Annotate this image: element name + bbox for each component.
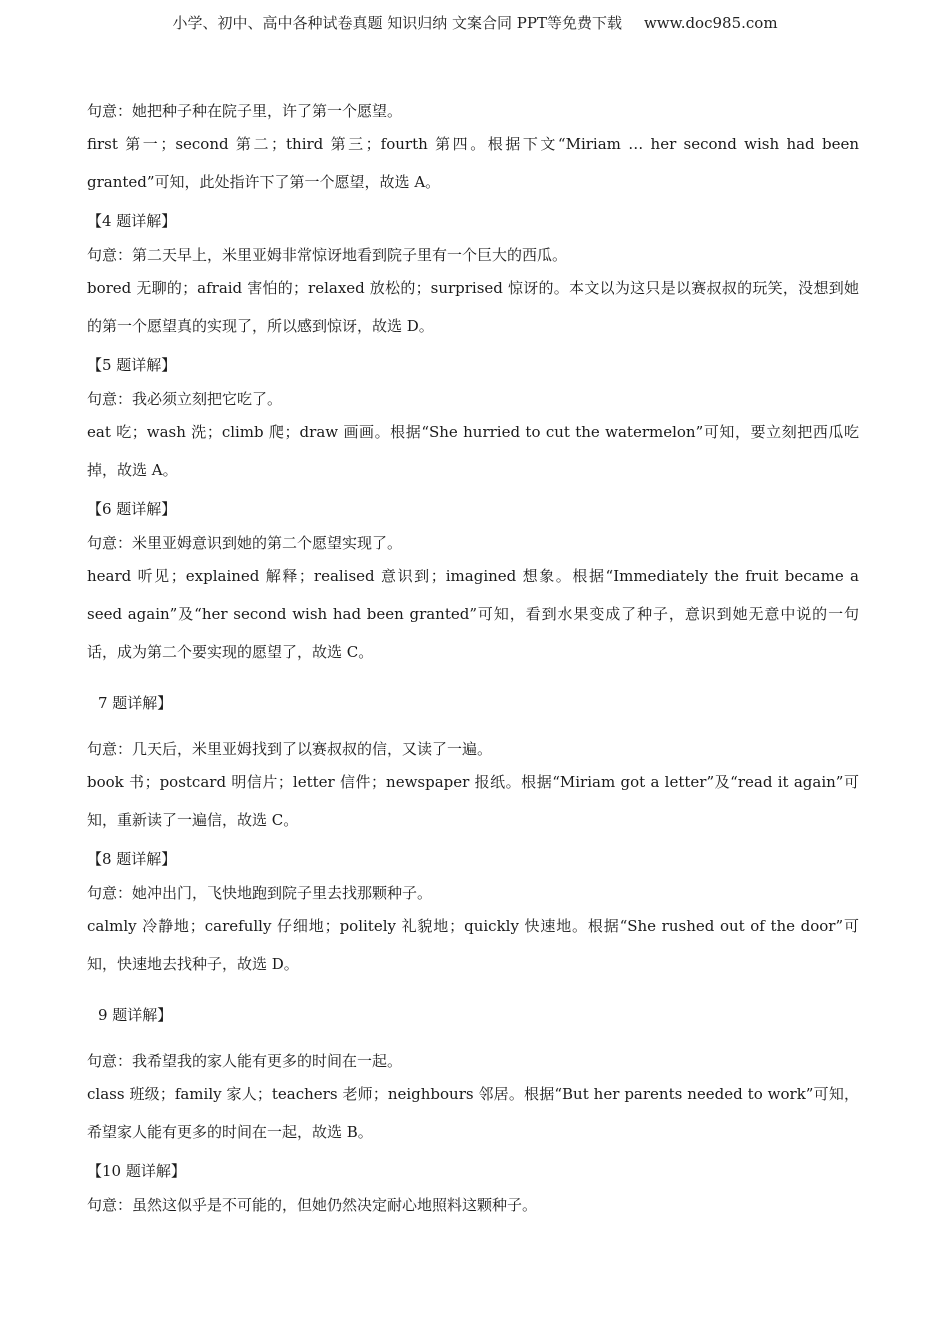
explanation-paragraph: bored 无聊的；afraid 害怕的；relaxed 放松的；surprised 惊讶的。本文以为这只是以赛叔叔的玩笑，没想到她的第一个愿望真的实现了，所以感到惊讶，故选 D。	[87, 279, 859, 335]
sentence-meaning: 句意：她冲出门，飞快地跑到院子里去找那颗种子。	[87, 884, 433, 902]
explanation-paragraph: class 班级；family 家人；teachers 老师；neighbours 邻居。根据“But her parents needed to work”可知，希望家人能有更多的时间在一起，故选 B。	[87, 1085, 859, 1141]
question-heading: 7 题详解】	[98, 694, 173, 712]
sentence-meaning: 句意：我必须立刻把它吃了。	[87, 390, 283, 408]
explanation-paragraph: book 书；postcard 明信片；letter 信件；newspaper 报纸。根据“Miriam got a letter”及“read it again”可知，重新读了一遍信，故选 C。	[87, 773, 859, 829]
sentence-meaning: 句意：我希望我的家人能有更多的时间在一起。	[87, 1052, 403, 1070]
header-text: 小学、初中、高中各种试卷真题 知识归纳 文案合同 PPT等免费下载	[172, 14, 622, 32]
answer-explanations	[87, 97, 859, 1219]
question-heading: 【6 题详解】	[87, 500, 177, 518]
page-header	[0, 12, 950, 34]
sentence-meaning: 句意：米里亚姆意识到她的第二个愿望实现了。	[87, 534, 403, 552]
sentence-meaning: 句意：她把种子种在院子里，许了第一个愿望。	[87, 102, 403, 120]
question-heading: 【10 题详解】	[87, 1162, 186, 1180]
question-heading: 【8 题详解】	[87, 850, 177, 868]
sentence-meaning: 句意：第二天早上，米里亚姆非常惊讶地看到院子里有一个巨大的西瓜。	[87, 246, 568, 264]
explanation-paragraph: eat 吃；wash 洗；climb 爬；draw 画画。根据“She hurried to cut the watermelon”可知，要立刻把西瓜吃掉，故选 A。	[87, 423, 859, 479]
question-heading: 【4 题详解】	[87, 212, 177, 230]
explanation-paragraph: calmly 冷静地；carefully 仔细地；politely 礼貌地；quickly 快速地。根据“She rushed out of the door”可知，快速地去找种子，故选 D。	[87, 917, 859, 973]
sentence-meaning: 句意：虽然这似乎是不可能的，但她仍然决定耐心地照料这颗种子。	[87, 1196, 538, 1214]
sentence-meaning: 句意：几天后，米里亚姆找到了以赛叔叔的信，又读了一遍。	[87, 740, 493, 758]
header-site-link[interactable]: www.doc985.com	[643, 14, 778, 32]
explanation-paragraph: heard 听见；explained 解释；realised 意识到；imagined 想象。根据“Immediately the fruit became a seed again”及“her second wish had been granted”可知，看到水果变成了种子，意识到她无意中说的一句话，成为第二个要实现的愿望了，故选 C。	[87, 567, 859, 661]
question-heading: 【5 题详解】	[87, 356, 177, 374]
question-heading: 9 题详解】	[98, 1006, 173, 1024]
explanation-paragraph: first 第一；second 第二；third 第三；fourth 第四。根据下文“Miriam … her second wish had been granted”可知，此处指许下了第一个愿望，故选 A。	[87, 135, 859, 191]
